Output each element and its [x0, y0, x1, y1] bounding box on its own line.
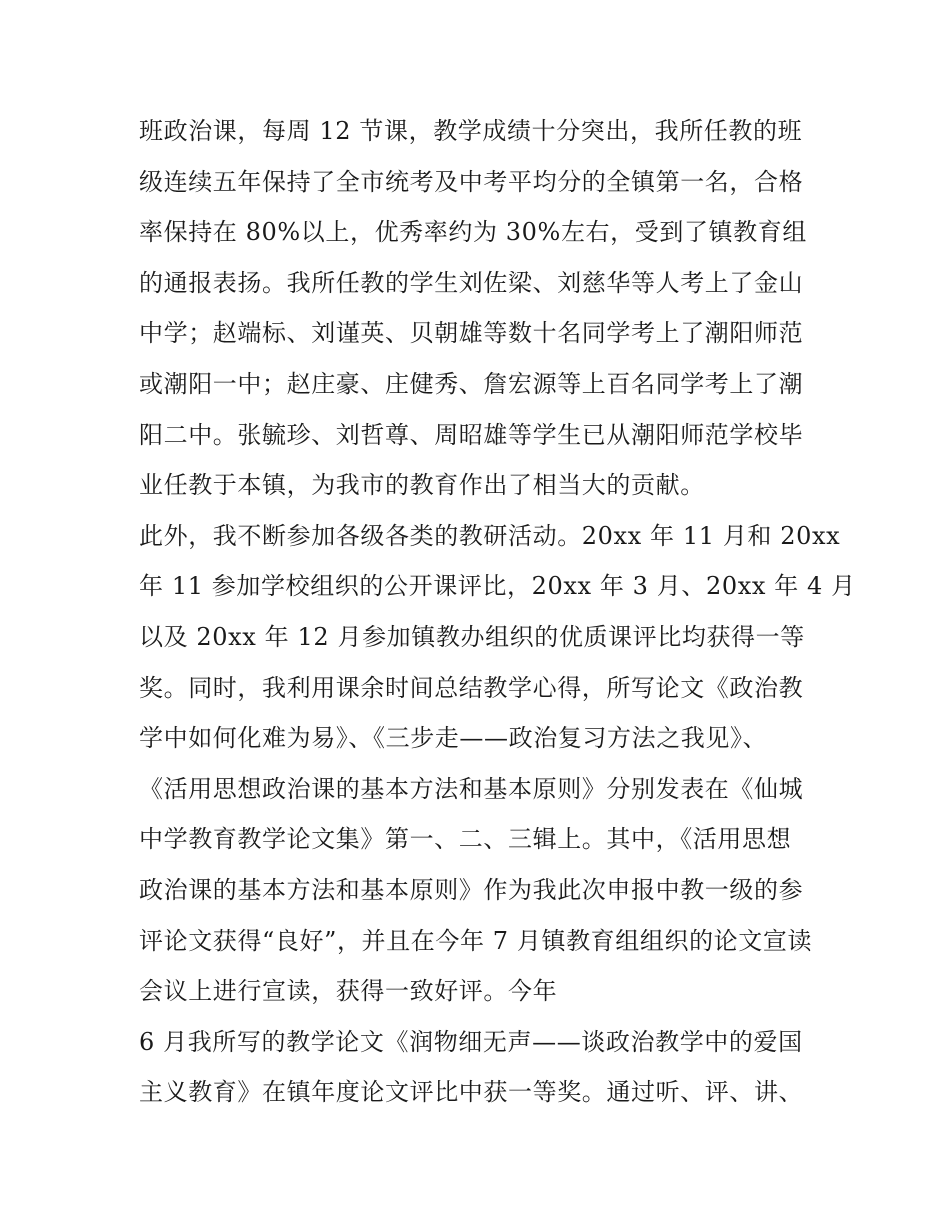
- text-line: 奖。同时，我利用课余时间总结教学心得，所写论文《政治教: [139, 673, 804, 702]
- text-line: 的通报表扬。我所任教的学生刘佐梁、刘慈华等人考上了金山: [139, 268, 804, 297]
- text-line: 级连续五年保持了全市统考及中考平均分的全镇第一名，合格: [139, 167, 804, 196]
- text-line: 以及 20xx 年 12 月参加镇教办组织的优质课评比均获得一等: [139, 622, 805, 651]
- text-line: 评论文获得“良好”，并且在今年 7 月镇教育组组织的论文宣读: [139, 926, 813, 955]
- text-line: 率保持在 80%以上，优秀率约为 30%左右，受到了镇教育组: [139, 218, 807, 247]
- text-line: 中学；赵端标、刘谨英、贝朝雄等数十名同学考上了潮阳师范: [139, 319, 804, 348]
- text-line: 此外，我不断参加各级各类的教研活动。20xx 年 11 月和 20xx: [139, 521, 841, 550]
- text-line: 年 11 参加学校组织的公开课评比，20xx 年 3 月、20xx 年 4 月: [139, 572, 856, 601]
- text-line: 会议上进行宣读，获得一致好评。今年: [139, 977, 558, 1006]
- text-line: 《活用思想政治课的基本方法和基本原则》分别发表在《仙城: [139, 774, 804, 803]
- text-line: 6 月我所写的教学论文《润物细无声——谈政治教学中的爱国: [139, 1027, 803, 1056]
- text-line: 班政治课，每周 12 节课，教学成绩十分突出，我所任教的班: [139, 117, 803, 145]
- body-text: [139, 106, 856, 1118]
- text-line: 学中如何化难为易》、《三步走——政治复习方法之我见》、: [139, 724, 768, 753]
- text-line: 主义教育》在镇年度论文评比中获一等奖。通过听、评、讲、: [139, 1078, 804, 1107]
- text-line: 业任教于本镇，为我市的教育作出了相当大的贡献。: [139, 471, 705, 500]
- text-line: 中学教育教学论文集》第一、二、三辑上。其中，《活用思想: [139, 825, 792, 854]
- text-line: 政治课的基本方法和基本原则》作为我此次申报中教一级的参: [139, 875, 804, 904]
- text-line: 或潮阳一中；赵庄豪、庄健秀、詹宏源等上百名同学考上了潮: [139, 369, 804, 398]
- text-line: 阳二中。张毓珍、刘哲尊、周昭雄等学生已从潮阳师范学校毕: [139, 420, 804, 449]
